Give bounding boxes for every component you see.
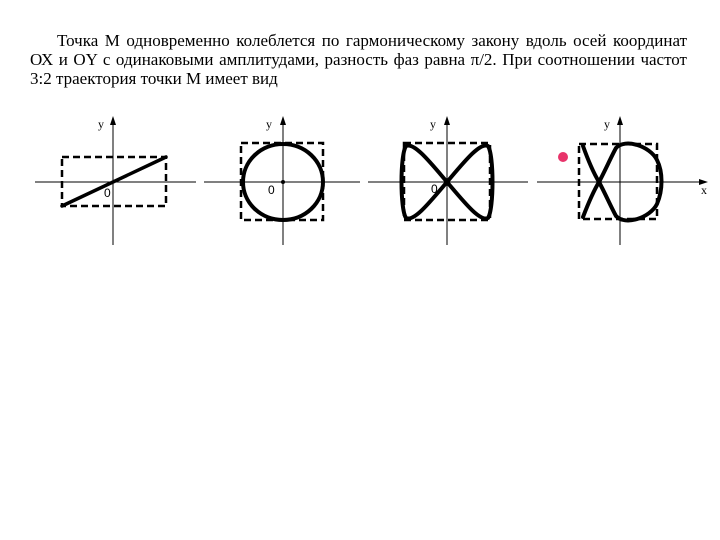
origin-dot [281, 180, 285, 184]
answer-option-2[interactable] [204, 116, 360, 245]
y-axis-label: y [266, 117, 272, 131]
y-axis-arrow-icon [280, 116, 286, 125]
origin-label: 0 [431, 182, 438, 196]
origin-label: 0 [104, 186, 111, 200]
y-axis-label: y [430, 117, 436, 131]
answer-option-3[interactable] [368, 116, 528, 245]
y-axis-label: y [98, 117, 104, 131]
y-axis-label: y [604, 117, 610, 131]
selection-marker[interactable] [558, 152, 568, 162]
y-axis-arrow-icon [110, 116, 116, 125]
origin-label: 0 [268, 183, 275, 197]
answer-option-1[interactable] [35, 116, 196, 245]
question-text: Точка М одновременно колеблется по гармоническому закону вдоль осей координат ОХ и ОY с одинаковыми амплитудами, разность фаз равна π/2. При соотношении частот 3:2 траектория точки М имеет вид [30, 31, 687, 88]
x-axis-label: x [701, 183, 707, 197]
answer-option-4[interactable] [537, 116, 708, 245]
y-axis-arrow-icon [617, 116, 623, 125]
y-axis-arrow-icon [444, 116, 450, 125]
